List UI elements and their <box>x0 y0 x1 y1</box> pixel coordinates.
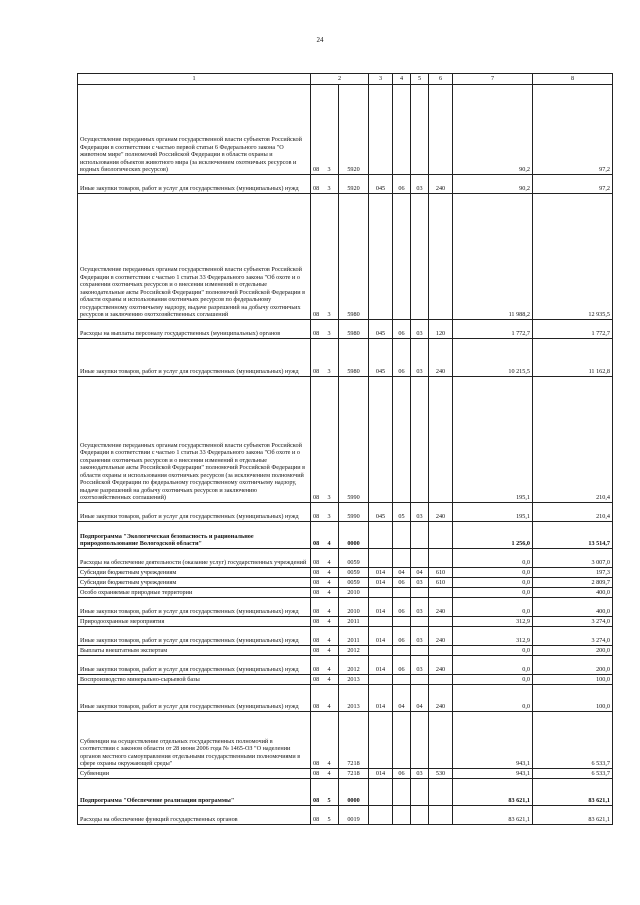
row-kind <box>429 617 453 627</box>
row-value-8: 1 772,7 <box>533 320 613 339</box>
table-row <box>78 779 613 806</box>
row-kind: 240 <box>429 627 453 646</box>
table-row <box>78 627 613 646</box>
row-value-7: 0,0 <box>453 646 533 656</box>
row-admin: 014 <box>369 627 393 646</box>
row-razdel: 04 <box>393 685 411 712</box>
row-chapter: 08 <box>311 578 325 588</box>
row-name: Подпрограмма "Обеспечение реализации программы" <box>78 779 311 806</box>
row-value-8: 2 809,7 <box>533 578 613 588</box>
row-razdel: 06 <box>393 627 411 646</box>
row-value-7: 0,0 <box>453 675 533 685</box>
row-podrazdel: 03 <box>411 627 429 646</box>
table-row <box>78 588 613 598</box>
row-value-7: 312,9 <box>453 617 533 627</box>
row-target: 0000 <box>339 522 369 549</box>
row-razdel <box>393 549 411 568</box>
row-section: 4 <box>325 522 339 549</box>
row-value-8: 83 621,1 <box>533 806 613 825</box>
table-row <box>78 549 613 568</box>
row-kind <box>429 377 453 503</box>
row-kind <box>429 194 453 320</box>
row-chapter: 08 <box>311 175 325 194</box>
row-value-7: 312,9 <box>453 627 533 646</box>
row-value-7: 90,2 <box>453 175 533 194</box>
row-name: Осуществление переданных органам государственной власти субъектов Российской Федерации в соответствии с частью 1 статьи 33 Федерального закона "Об охоте и о сохранении охотничьих ресурсов и о внесении изменений в отдельные законодательные акты Российской Федерации" полномочий Российской Федерации в области охраны и использования охотничьих ресурсов (за исключением полномочий Российской Федерации по федеральному государственному охотничьему надзору, выдаче разрешений на добычу охотничьих ресурсов и заключению охотхозяйственных соглашений) <box>78 377 311 503</box>
table-row <box>78 646 613 656</box>
row-chapter: 08 <box>311 568 325 578</box>
row-kind <box>429 85 453 175</box>
row-chapter: 08 <box>311 503 325 522</box>
row-podrazdel: 04 <box>411 685 429 712</box>
row-chapter: 08 <box>311 806 325 825</box>
row-target: 2013 <box>339 675 369 685</box>
row-podrazdel <box>411 549 429 568</box>
row-section: 4 <box>325 578 339 588</box>
row-razdel: 06 <box>393 769 411 779</box>
row-name: Осуществление переданных органам государственной власти субъектов Российской Федерации в соответствии с частью 1 статьи 33 Федерального закона "Об охоте и о сохранении охотничьих ресурсов и о внесении изменений в отдельные законодательные акты Российской Федерации" полномочий Российской Федерации в области охраны и использования охотничьих ресурсов по федеральному государственному охотничьему надзору, выдаче разрешений на добычу охотничьих ресурсов и заключению охотхозяйственных соглашений <box>78 194 311 320</box>
row-podrazdel <box>411 675 429 685</box>
row-razdel: 06 <box>393 175 411 194</box>
row-name: Субвенции <box>78 769 311 779</box>
row-podrazdel: 03 <box>411 503 429 522</box>
row-section: 4 <box>325 549 339 568</box>
row-kind: 240 <box>429 339 453 377</box>
row-admin: 045 <box>369 339 393 377</box>
row-value-8: 97,2 <box>533 175 613 194</box>
row-razdel <box>393 522 411 549</box>
row-kind: 610 <box>429 568 453 578</box>
row-chapter: 08 <box>311 779 325 806</box>
row-admin: 014 <box>369 578 393 588</box>
row-target: 5980 <box>339 194 369 320</box>
row-podrazdel <box>411 588 429 598</box>
row-section: 4 <box>325 675 339 685</box>
row-value-8: 13 514,7 <box>533 522 613 549</box>
row-razdel <box>393 646 411 656</box>
row-section: 3 <box>325 85 339 175</box>
row-podrazdel <box>411 712 429 769</box>
row-section: 3 <box>325 320 339 339</box>
row-admin: 014 <box>369 598 393 617</box>
row-value-7: 11 988,2 <box>453 194 533 320</box>
table-row <box>78 85 613 175</box>
row-chapter: 08 <box>311 339 325 377</box>
row-podrazdel: 03 <box>411 598 429 617</box>
row-target: 0019 <box>339 806 369 825</box>
table-body <box>78 85 613 825</box>
row-name: Иные закупки товаров, работ и услуг для государственных (муниципальных) нужд <box>78 656 311 675</box>
row-section: 4 <box>325 568 339 578</box>
row-target: 5990 <box>339 503 369 522</box>
row-value-7: 0,0 <box>453 656 533 675</box>
header-cell-2: 2 <box>311 74 369 85</box>
table-row <box>78 503 613 522</box>
row-name: Выплаты внештатным экспертам <box>78 646 311 656</box>
row-chapter: 08 <box>311 522 325 549</box>
row-target: 2012 <box>339 646 369 656</box>
row-kind: 610 <box>429 578 453 588</box>
row-value-8: 3 007,0 <box>533 549 613 568</box>
row-razdel <box>393 779 411 806</box>
row-name: Субсидии бюджетным учреждениям <box>78 568 311 578</box>
row-razdel <box>393 617 411 627</box>
row-admin <box>369 675 393 685</box>
row-podrazdel <box>411 646 429 656</box>
row-podrazdel <box>411 377 429 503</box>
row-target: 5990 <box>339 377 369 503</box>
row-target: 2013 <box>339 685 369 712</box>
table-row <box>78 617 613 627</box>
row-section: 4 <box>325 685 339 712</box>
row-admin: 045 <box>369 320 393 339</box>
row-section: 4 <box>325 656 339 675</box>
row-target: 7218 <box>339 712 369 769</box>
row-value-8: 6 533,7 <box>533 769 613 779</box>
row-admin: 014 <box>369 568 393 578</box>
row-value-8: 3 274,0 <box>533 617 613 627</box>
row-podrazdel: 03 <box>411 339 429 377</box>
row-razdel <box>393 588 411 598</box>
table-row <box>78 685 613 712</box>
row-value-8: 97,2 <box>533 85 613 175</box>
row-section: 3 <box>325 339 339 377</box>
row-razdel: 04 <box>393 568 411 578</box>
row-razdel <box>393 675 411 685</box>
row-kind <box>429 712 453 769</box>
row-value-8: 12 935,5 <box>533 194 613 320</box>
row-value-8: 11 162,8 <box>533 339 613 377</box>
row-name: Расходы на выплаты персоналу государственных (муниципальных) органов <box>78 320 311 339</box>
row-section: 3 <box>325 377 339 503</box>
table-row <box>78 522 613 549</box>
row-value-8: 200,0 <box>533 656 613 675</box>
table-row <box>78 598 613 617</box>
row-chapter: 08 <box>311 646 325 656</box>
row-section: 4 <box>325 769 339 779</box>
row-kind: 120 <box>429 320 453 339</box>
row-value-7: 195,1 <box>453 377 533 503</box>
row-section: 4 <box>325 712 339 769</box>
header-cell-8: 8 <box>533 74 613 85</box>
row-target: 5980 <box>339 320 369 339</box>
row-value-8: 3 274,0 <box>533 627 613 646</box>
row-value-8: 210,4 <box>533 503 613 522</box>
row-section: 5 <box>325 806 339 825</box>
row-target: 5920 <box>339 85 369 175</box>
row-value-7: 1 772,7 <box>453 320 533 339</box>
row-admin <box>369 549 393 568</box>
row-podrazdel: 03 <box>411 175 429 194</box>
row-podrazdel: 03 <box>411 656 429 675</box>
row-kind <box>429 675 453 685</box>
header-cell-6: 5 <box>411 74 429 85</box>
row-podrazdel <box>411 779 429 806</box>
row-target: 7218 <box>339 769 369 779</box>
table-row <box>78 656 613 675</box>
table-row <box>78 175 613 194</box>
row-chapter: 08 <box>311 598 325 617</box>
row-name: Иные закупки товаров, работ и услуг для государственных (муниципальных) нужд <box>78 627 311 646</box>
row-section: 4 <box>325 627 339 646</box>
row-name: Иные закупки товаров, работ и услуг для государственных (муниципальных) нужд <box>78 339 311 377</box>
row-admin <box>369 646 393 656</box>
row-section: 3 <box>325 175 339 194</box>
row-podrazdel: 04 <box>411 568 429 578</box>
row-razdel <box>393 377 411 503</box>
row-chapter: 08 <box>311 712 325 769</box>
row-chapter: 08 <box>311 588 325 598</box>
row-value-7: 0,0 <box>453 568 533 578</box>
row-value-7: 83 621,1 <box>453 779 533 806</box>
header-cell-7: 6 <box>429 74 453 85</box>
table-row <box>78 377 613 503</box>
row-name: Иные закупки товаров, работ и услуг для государственных (муниципальных) нужд <box>78 598 311 617</box>
row-podrazdel <box>411 522 429 549</box>
row-section: 4 <box>325 598 339 617</box>
row-chapter: 08 <box>311 194 325 320</box>
row-kind <box>429 522 453 549</box>
row-razdel: 06 <box>393 320 411 339</box>
row-razdel: 06 <box>393 656 411 675</box>
row-target: 2010 <box>339 588 369 598</box>
row-value-8: 200,0 <box>533 646 613 656</box>
row-value-7: 195,1 <box>453 503 533 522</box>
row-razdel <box>393 194 411 320</box>
row-value-7: 1 256,0 <box>453 522 533 549</box>
row-target: 2011 <box>339 627 369 646</box>
row-admin <box>369 85 393 175</box>
row-admin <box>369 377 393 503</box>
row-chapter: 08 <box>311 769 325 779</box>
row-value-8: 400,0 <box>533 598 613 617</box>
row-value-8: 400,0 <box>533 588 613 598</box>
row-razdel <box>393 806 411 825</box>
row-chapter: 08 <box>311 320 325 339</box>
row-name: Иные закупки товаров, работ и услуг для государственных (муниципальных) нужд <box>78 503 311 522</box>
row-admin <box>369 617 393 627</box>
row-name: Осуществление переданных органам государственной власти субъектов Российской Федерации в соответствии с частью первой статьи 6 Федерального закона "О животном мире" полномочий Российской Федерации в области охраны и использования объектов животного мира (за исключением охотничьих ресурсов и водных биологических ресурсов) <box>78 85 311 175</box>
table-row <box>78 320 613 339</box>
table-row <box>78 578 613 588</box>
row-kind: 240 <box>429 685 453 712</box>
row-value-7: 0,0 <box>453 588 533 598</box>
row-razdel: 06 <box>393 598 411 617</box>
row-value-7: 0,0 <box>453 549 533 568</box>
row-kind <box>429 806 453 825</box>
table-row <box>78 675 613 685</box>
row-admin <box>369 779 393 806</box>
row-kind: 240 <box>429 503 453 522</box>
row-admin <box>369 806 393 825</box>
row-name: Воспроизводство минерально-сырьевой базы <box>78 675 311 685</box>
header-cell-1: 1 <box>78 74 311 85</box>
row-value-7: 10 215,5 <box>453 339 533 377</box>
row-razdel <box>393 712 411 769</box>
row-kind <box>429 646 453 656</box>
row-target: 2012 <box>339 656 369 675</box>
row-value-8: 83 621,1 <box>533 779 613 806</box>
row-kind: 240 <box>429 598 453 617</box>
row-podrazdel: 03 <box>411 769 429 779</box>
row-kind <box>429 549 453 568</box>
row-kind <box>429 588 453 598</box>
row-chapter: 08 <box>311 377 325 503</box>
row-chapter: 08 <box>311 627 325 646</box>
row-target: 0059 <box>339 578 369 588</box>
row-podrazdel <box>411 617 429 627</box>
row-podrazdel <box>411 806 429 825</box>
row-value-8: 210,4 <box>533 377 613 503</box>
header-cell-4: 3 <box>369 74 393 85</box>
row-target: 5980 <box>339 339 369 377</box>
row-section: 3 <box>325 503 339 522</box>
row-target: 0000 <box>339 779 369 806</box>
table-row <box>78 339 613 377</box>
row-kind <box>429 779 453 806</box>
table-row <box>78 806 613 825</box>
row-admin <box>369 588 393 598</box>
row-value-7: 943,1 <box>453 712 533 769</box>
row-kind: 530 <box>429 769 453 779</box>
row-admin: 014 <box>369 685 393 712</box>
header-cell-8: 7 <box>453 74 533 85</box>
row-name: Подпрограмма "Экологическая безопасность и рациональное природопользование Вологодской области" <box>78 522 311 549</box>
row-admin <box>369 194 393 320</box>
row-razdel <box>393 85 411 175</box>
row-admin: 045 <box>369 503 393 522</box>
row-chapter: 08 <box>311 549 325 568</box>
row-podrazdel <box>411 194 429 320</box>
row-value-7: 0,0 <box>453 685 533 712</box>
row-section: 4 <box>325 646 339 656</box>
header-cell-5: 4 <box>393 74 411 85</box>
row-name: Природоохранные мероприятия <box>78 617 311 627</box>
row-chapter: 08 <box>311 85 325 175</box>
row-target: 5920 <box>339 175 369 194</box>
page-number: 24 <box>316 36 324 44</box>
row-admin: 014 <box>369 769 393 779</box>
row-name: Расходы на обеспечение функций государственных органов <box>78 806 311 825</box>
row-name: Иные закупки товаров, работ и услуг для государственных (муниципальных) нужд <box>78 175 311 194</box>
row-value-8: 197,3 <box>533 568 613 578</box>
row-name: Субвенции на осуществление отдельных государственных полномочий в соответствии с законом области от 28 июня 2006 года № 1465-ОЗ "О наделении органов местного самоуправления отдельными государственными полномочиями в сфере охраны окружающей среды" <box>78 712 311 769</box>
row-value-8: 100,0 <box>533 685 613 712</box>
row-podrazdel: 03 <box>411 320 429 339</box>
budget-table <box>77 73 613 825</box>
row-section: 5 <box>325 779 339 806</box>
row-value-7: 83 621,1 <box>453 806 533 825</box>
row-target: 0059 <box>339 549 369 568</box>
row-razdel: 05 <box>393 503 411 522</box>
row-target: 2011 <box>339 617 369 627</box>
row-razdel: 06 <box>393 578 411 588</box>
row-chapter: 08 <box>311 685 325 712</box>
header-row <box>78 74 613 85</box>
table-row <box>78 568 613 578</box>
row-value-7: 943,1 <box>453 769 533 779</box>
row-kind: 240 <box>429 175 453 194</box>
row-value-8: 100,0 <box>533 675 613 685</box>
row-admin: 045 <box>369 175 393 194</box>
row-name: Субсидии бюджетным учреждениям <box>78 578 311 588</box>
row-value-7: 90,2 <box>453 85 533 175</box>
row-podrazdel <box>411 85 429 175</box>
row-section: 3 <box>325 194 339 320</box>
row-chapter: 08 <box>311 656 325 675</box>
table-row <box>78 769 613 779</box>
row-value-8: 6 533,7 <box>533 712 613 769</box>
table-row <box>78 194 613 320</box>
row-value-7: 0,0 <box>453 598 533 617</box>
row-admin <box>369 712 393 769</box>
row-name: Особо охраняемые природные территории <box>78 588 311 598</box>
row-target: 0059 <box>339 568 369 578</box>
row-target: 2010 <box>339 598 369 617</box>
table-row <box>78 712 613 769</box>
row-name: Иные закупки товаров, работ и услуг для государственных (муниципальных) нужд <box>78 685 311 712</box>
row-section: 4 <box>325 588 339 598</box>
row-podrazdel: 03 <box>411 578 429 588</box>
row-value-7: 0,0 <box>453 578 533 588</box>
row-section: 4 <box>325 617 339 627</box>
row-kind: 240 <box>429 656 453 675</box>
row-admin: 014 <box>369 656 393 675</box>
row-chapter: 08 <box>311 617 325 627</box>
row-admin <box>369 522 393 549</box>
row-name: Расходы на обеспечение деятельности (оказание услуг) государственных учреждений <box>78 549 311 568</box>
row-razdel: 06 <box>393 339 411 377</box>
row-chapter: 08 <box>311 675 325 685</box>
